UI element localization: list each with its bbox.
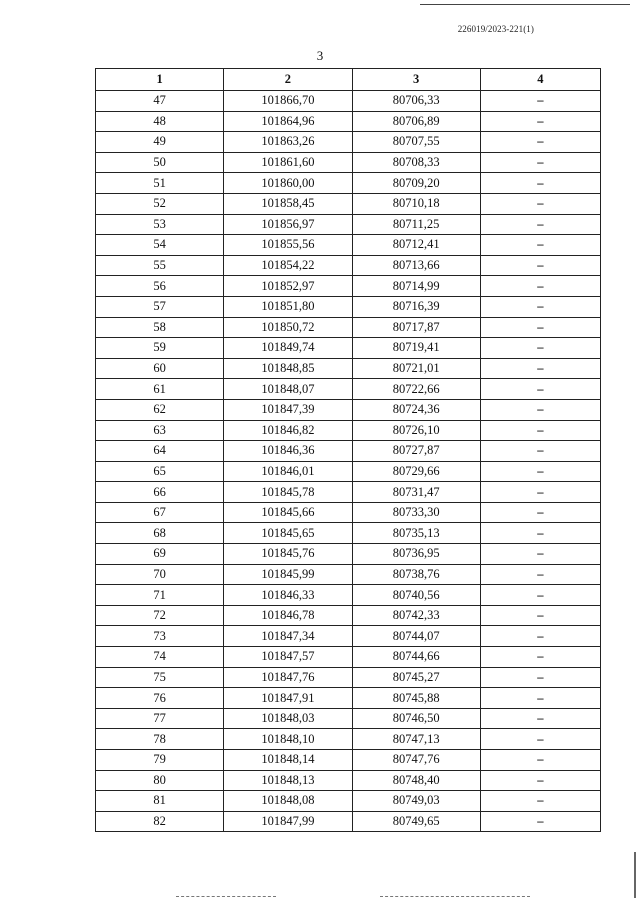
cell-y-coordinate: 80744,66 (352, 647, 480, 668)
cell-point-number: 82 (96, 811, 224, 832)
cell-column-4: – (480, 317, 600, 338)
cell-column-4: – (480, 626, 600, 647)
table-row (96, 750, 601, 771)
cell-x-coordinate: 101846,78 (224, 605, 352, 626)
cell-x-coordinate: 101854,22 (224, 255, 352, 276)
table-row (96, 193, 601, 214)
cell-point-number: 57 (96, 296, 224, 317)
cell-column-4: – (480, 379, 600, 400)
cell-column-4: – (480, 91, 600, 112)
cell-column-4: – (480, 770, 600, 791)
cell-y-coordinate: 80722,66 (352, 379, 480, 400)
column-header-4: 4 (480, 69, 600, 91)
cell-column-4: – (480, 235, 600, 256)
column-header-3: 3 (352, 69, 480, 91)
cell-column-4: – (480, 667, 600, 688)
cell-x-coordinate: 101847,99 (224, 811, 352, 832)
cell-y-coordinate: 80747,13 (352, 729, 480, 750)
table-row (96, 791, 601, 812)
cell-point-number: 72 (96, 605, 224, 626)
cell-column-4: – (480, 132, 600, 153)
cell-column-4: – (480, 729, 600, 750)
table-row (96, 399, 601, 420)
scan-edge-mark (634, 852, 636, 898)
cell-column-4: – (480, 111, 600, 132)
cell-point-number: 79 (96, 750, 224, 771)
cell-x-coordinate: 101848,14 (224, 750, 352, 771)
cell-column-4: – (480, 585, 600, 606)
cell-x-coordinate: 101866,70 (224, 91, 352, 112)
cell-y-coordinate: 80716,39 (352, 296, 480, 317)
cell-x-coordinate: 101846,82 (224, 420, 352, 441)
cell-y-coordinate: 80727,87 (352, 441, 480, 462)
cell-y-coordinate: 80707,55 (352, 132, 480, 153)
table-row (96, 770, 601, 791)
coordinates-table (95, 68, 601, 832)
table-row (96, 564, 601, 585)
cell-point-number: 73 (96, 626, 224, 647)
cell-point-number: 66 (96, 482, 224, 503)
cell-y-coordinate: 80749,03 (352, 791, 480, 812)
cell-x-coordinate: 101847,39 (224, 399, 352, 420)
table-row (96, 647, 601, 668)
cell-point-number: 78 (96, 729, 224, 750)
cell-x-coordinate: 101845,99 (224, 564, 352, 585)
cell-y-coordinate: 80714,99 (352, 276, 480, 297)
cell-column-4: – (480, 811, 600, 832)
cell-point-number: 64 (96, 441, 224, 462)
cell-y-coordinate: 80747,76 (352, 750, 480, 771)
cell-x-coordinate: 101847,91 (224, 688, 352, 709)
cell-point-number: 68 (96, 523, 224, 544)
cell-y-coordinate: 80712,41 (352, 235, 480, 256)
cell-column-4: – (480, 750, 600, 771)
cell-point-number: 80 (96, 770, 224, 791)
cell-x-coordinate: 101845,78 (224, 482, 352, 503)
cell-y-coordinate: 80729,66 (352, 461, 480, 482)
cell-y-coordinate: 80738,76 (352, 564, 480, 585)
table-row (96, 626, 601, 647)
cell-y-coordinate: 80746,50 (352, 708, 480, 729)
table-row (96, 111, 601, 132)
cell-y-coordinate: 80744,07 (352, 626, 480, 647)
table-row (96, 317, 601, 338)
cell-x-coordinate: 101852,97 (224, 276, 352, 297)
table-row (96, 502, 601, 523)
table-row (96, 585, 601, 606)
cell-point-number: 56 (96, 276, 224, 297)
cell-column-4: – (480, 420, 600, 441)
table-row (96, 811, 601, 832)
table-row (96, 338, 601, 359)
cell-point-number: 69 (96, 544, 224, 565)
cell-x-coordinate: 101846,36 (224, 441, 352, 462)
cell-point-number: 71 (96, 585, 224, 606)
cell-x-coordinate: 101848,03 (224, 708, 352, 729)
cell-point-number: 51 (96, 173, 224, 194)
cell-column-4: – (480, 544, 600, 565)
cell-y-coordinate: 80724,36 (352, 399, 480, 420)
cell-column-4: – (480, 152, 600, 173)
cell-point-number: 61 (96, 379, 224, 400)
cell-y-coordinate: 80731,47 (352, 482, 480, 503)
cell-x-coordinate: 101847,76 (224, 667, 352, 688)
cell-column-4: – (480, 708, 600, 729)
table-row (96, 276, 601, 297)
table-row (96, 441, 601, 462)
cell-point-number: 67 (96, 502, 224, 523)
cell-point-number: 53 (96, 214, 224, 235)
cell-x-coordinate: 101845,65 (224, 523, 352, 544)
cell-point-number: 76 (96, 688, 224, 709)
cell-point-number: 81 (96, 791, 224, 812)
cell-y-coordinate: 80711,25 (352, 214, 480, 235)
cell-column-4: – (480, 523, 600, 544)
table-row (96, 173, 601, 194)
cell-point-number: 77 (96, 708, 224, 729)
cell-x-coordinate: 101845,76 (224, 544, 352, 565)
cell-y-coordinate: 80745,27 (352, 667, 480, 688)
table-row (96, 688, 601, 709)
cell-x-coordinate: 101846,01 (224, 461, 352, 482)
cell-y-coordinate: 80709,20 (352, 173, 480, 194)
cell-point-number: 52 (96, 193, 224, 214)
cell-column-4: – (480, 276, 600, 297)
table-header (96, 69, 601, 91)
cell-column-4: – (480, 255, 600, 276)
table-row (96, 729, 601, 750)
top-rule (420, 4, 630, 5)
cell-point-number: 58 (96, 317, 224, 338)
page-number: 3 (316, 48, 324, 63)
cell-x-coordinate: 101848,13 (224, 770, 352, 791)
table-row (96, 235, 601, 256)
table-row (96, 379, 601, 400)
cell-x-coordinate: 101864,96 (224, 111, 352, 132)
table-row (96, 523, 601, 544)
cell-column-4: – (480, 173, 600, 194)
table-row (96, 152, 601, 173)
scan-bottom-mark (380, 896, 530, 897)
cell-y-coordinate: 80713,66 (352, 255, 480, 276)
cell-point-number: 75 (96, 667, 224, 688)
header-row (96, 69, 601, 91)
cell-point-number: 74 (96, 647, 224, 668)
cell-point-number: 55 (96, 255, 224, 276)
document-number: 226019/2023-221(1) (457, 24, 534, 34)
column-header-1: 1 (96, 69, 224, 91)
cell-y-coordinate: 80719,41 (352, 338, 480, 359)
cell-column-4: – (480, 502, 600, 523)
cell-column-4: – (480, 399, 600, 420)
cell-x-coordinate: 101856,97 (224, 214, 352, 235)
cell-column-4: – (480, 193, 600, 214)
table-row (96, 255, 601, 276)
cell-point-number: 63 (96, 420, 224, 441)
cell-x-coordinate: 101849,74 (224, 338, 352, 359)
cell-point-number: 70 (96, 564, 224, 585)
cell-column-4: – (480, 605, 600, 626)
table-body (96, 91, 601, 832)
cell-y-coordinate: 80726,10 (352, 420, 480, 441)
cell-y-coordinate: 80745,88 (352, 688, 480, 709)
cell-x-coordinate: 101860,00 (224, 173, 352, 194)
cell-column-4: – (480, 296, 600, 317)
cell-column-4: – (480, 647, 600, 668)
column-header-2: 2 (224, 69, 352, 91)
cell-column-4: – (480, 338, 600, 359)
cell-point-number: 62 (96, 399, 224, 420)
cell-x-coordinate: 101858,45 (224, 193, 352, 214)
cell-column-4: – (480, 791, 600, 812)
table-row (96, 132, 601, 153)
cell-y-coordinate: 80708,33 (352, 152, 480, 173)
table-row (96, 214, 601, 235)
cell-point-number: 50 (96, 152, 224, 173)
table-row (96, 420, 601, 441)
table-row (96, 91, 601, 112)
cell-point-number: 48 (96, 111, 224, 132)
table-row (96, 461, 601, 482)
table-row (96, 544, 601, 565)
cell-y-coordinate: 80710,18 (352, 193, 480, 214)
cell-point-number: 54 (96, 235, 224, 256)
cell-column-4: – (480, 214, 600, 235)
cell-y-coordinate: 80748,40 (352, 770, 480, 791)
cell-y-coordinate: 80706,33 (352, 91, 480, 112)
cell-x-coordinate: 101847,34 (224, 626, 352, 647)
table-row (96, 605, 601, 626)
table-row (96, 296, 601, 317)
table-row (96, 358, 601, 379)
cell-y-coordinate: 80721,01 (352, 358, 480, 379)
cell-column-4: – (480, 358, 600, 379)
cell-point-number: 47 (96, 91, 224, 112)
cell-column-4: – (480, 482, 600, 503)
cell-x-coordinate: 101861,60 (224, 152, 352, 173)
cell-column-4: – (480, 688, 600, 709)
table-row (96, 708, 601, 729)
cell-x-coordinate: 101846,33 (224, 585, 352, 606)
cell-y-coordinate: 80749,65 (352, 811, 480, 832)
cell-x-coordinate: 101848,07 (224, 379, 352, 400)
cell-column-4: – (480, 441, 600, 462)
cell-column-4: – (480, 564, 600, 585)
cell-x-coordinate: 101863,26 (224, 132, 352, 153)
cell-y-coordinate: 80717,87 (352, 317, 480, 338)
cell-column-4: – (480, 461, 600, 482)
scan-bottom-mark (176, 896, 276, 897)
cell-point-number: 60 (96, 358, 224, 379)
cell-point-number: 49 (96, 132, 224, 153)
cell-x-coordinate: 101848,10 (224, 729, 352, 750)
cell-point-number: 65 (96, 461, 224, 482)
table-row (96, 667, 601, 688)
cell-x-coordinate: 101848,08 (224, 791, 352, 812)
cell-x-coordinate: 101848,85 (224, 358, 352, 379)
cell-x-coordinate: 101847,57 (224, 647, 352, 668)
cell-x-coordinate: 101855,56 (224, 235, 352, 256)
cell-x-coordinate: 101845,66 (224, 502, 352, 523)
cell-point-number: 59 (96, 338, 224, 359)
cell-y-coordinate: 80735,13 (352, 523, 480, 544)
cell-y-coordinate: 80740,56 (352, 585, 480, 606)
cell-y-coordinate: 80733,30 (352, 502, 480, 523)
cell-y-coordinate: 80736,95 (352, 544, 480, 565)
cell-x-coordinate: 101850,72 (224, 317, 352, 338)
cell-y-coordinate: 80706,89 (352, 111, 480, 132)
cell-x-coordinate: 101851,80 (224, 296, 352, 317)
table-row (96, 482, 601, 503)
cell-y-coordinate: 80742,33 (352, 605, 480, 626)
